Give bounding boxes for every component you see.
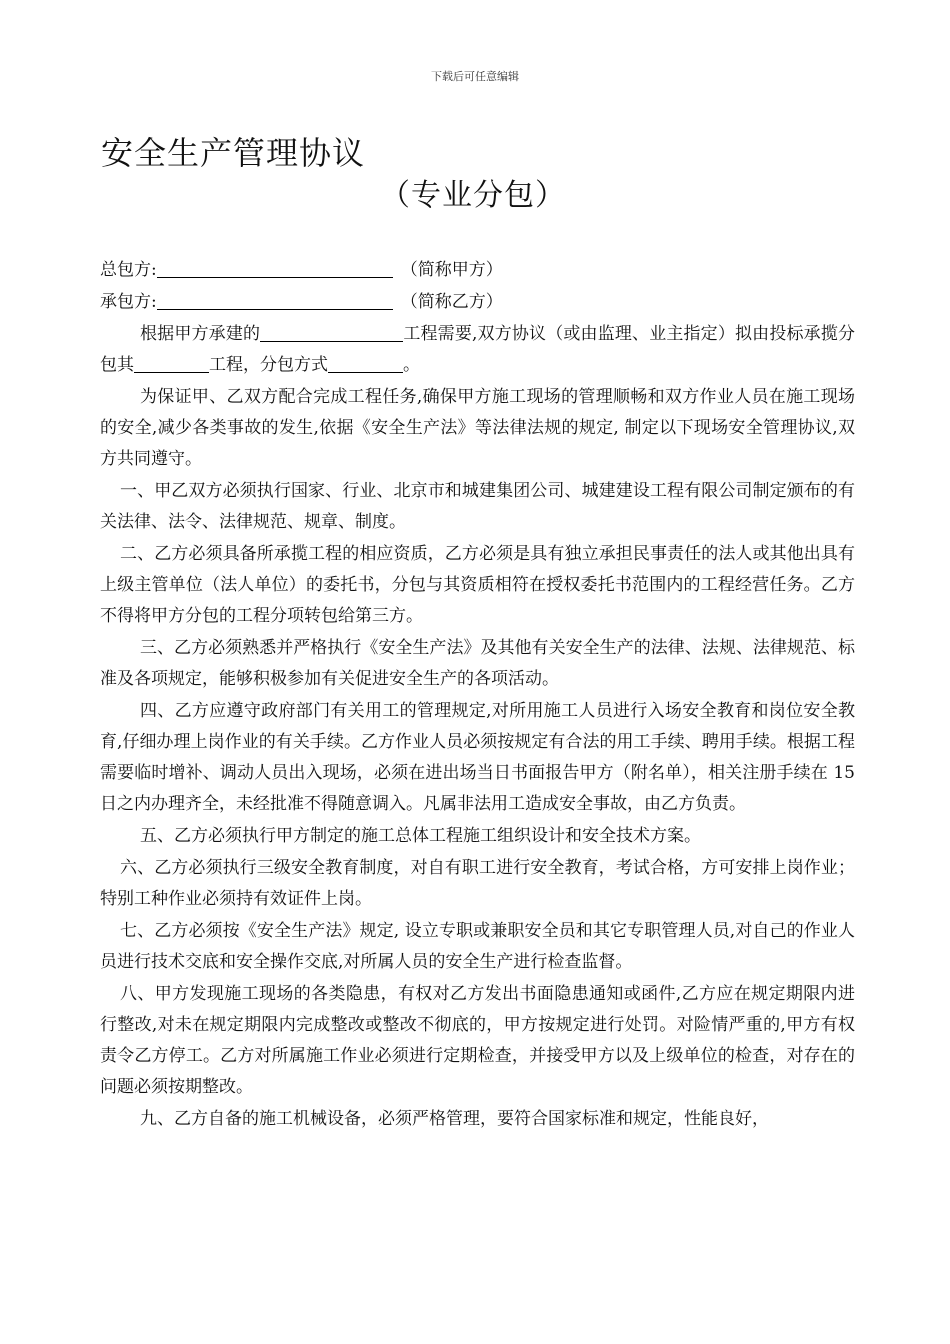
clause-4: 四、乙方应遵守政府部门有关用工的管理规定,对所用施工人员进行入场安全教育和岗位安全教育,仔细办理上岗作业的有关手续。乙方作业人员必须按规定有合法的用工手续、聘用手续。根据工程需要临时增补、调动人员出入现场，必须在进出场当日书面报告甲方（附名单），相关注册手续在 15 日之内办理齐全，未经批准不得随意调入。凡属非法用工造成安全事故，由乙方负责。 bbox=[100, 701, 855, 814]
fill-blank bbox=[328, 352, 403, 373]
clause-2: 二、乙方必须具备所承揽工程的相应资质，乙方必须是具有独立承担民事责任的法人或其他出具有上级主管单位（法人单位）的委托书，分包与其资质相符在授权委托书范围内的工程经营任务。乙方不得将甲方分包的工程分项转包给第三方。 bbox=[100, 544, 855, 626]
clause-1: 一、甲乙双方必须执行国家、行业、北京市和城建集团公司、城建建设工程有限公司制定颁布的有关法律、法令、法律规范、规章、制度。 bbox=[100, 481, 855, 532]
clause-8: 八、甲方发现施工现场的各类隐患，有权对乙方发出书面隐患通知或函件,乙方应在规定期限内进行整改,对未在规定期限内完成整改或整改不彻底的，甲方按规定进行处罚。对险情严重的,甲方有权责令乙方停工。乙方对所属施工作业必须进行定期检查，并接受甲方以及上级单位的检查，对存在的问题必须按期整改。 bbox=[100, 984, 855, 1097]
party-label: 总包方: bbox=[100, 260, 157, 280]
party-abbr: （简称甲方） bbox=[400, 260, 503, 280]
clause-9: 九、乙方自备的施工机械设备，必须严格管理，要符合国家标准和规定，性能良好， bbox=[140, 1109, 769, 1129]
clause-5: 五、乙方必须执行甲方制定的施工总体工程施工组织设计和安全技术方案。 bbox=[140, 826, 701, 846]
intro-text: 工程，分包方式 bbox=[209, 355, 328, 375]
fill-blank bbox=[157, 289, 393, 310]
clause-3: 三、乙方必须熟悉并严格执行《安全生产法》及其他有关安全生产的法律、法规、法律规范、标准及各项规定，能够积极参加有关促进安全生产的各项活动。 bbox=[100, 638, 855, 689]
intro-paragraph bbox=[100, 319, 855, 381]
intro-text: 工程需要,双方协议（或由监理、业主指定）拟由投标承揽分包其 bbox=[100, 324, 856, 375]
purpose-paragraph: 为保证甲、乙双方配合完成工程任务,确保甲方施工现场的管理顺畅和双方作业人员在施工现场的安全,减少各类事故的发生,依据《安全生产法》等法律法规的规定, 制定以下现场安全管理协议,双方共同遵守。 bbox=[100, 387, 855, 469]
party-abbr: （简称乙方） bbox=[400, 292, 503, 312]
intro-text: 根据甲方承建的 bbox=[140, 324, 261, 344]
subcontractor-line bbox=[100, 287, 855, 319]
document-body bbox=[100, 255, 855, 1136]
general-contractor-line bbox=[100, 255, 855, 287]
fill-blank bbox=[134, 352, 209, 373]
intro-text: 。 bbox=[403, 355, 420, 375]
fill-blank bbox=[260, 321, 403, 342]
document-subtitle: （专业分包） bbox=[380, 178, 566, 213]
clause-6: 六、乙方必须执行三级安全教育制度，对自有职工进行安全教育，考试合格，方可安排上岗作业；特别工种作业必须持有效证件上岗。 bbox=[100, 858, 855, 909]
fill-blank bbox=[157, 257, 393, 278]
page-header: 下载后可任意编辑 bbox=[431, 70, 519, 83]
document-title: 安全生产管理协议 bbox=[101, 134, 366, 172]
clause-7: 七、乙方必须按《安全生产法》规定, 设立专职或兼职安全员和其它专职管理人员,对自己的作业人员进行技术交底和安全操作交底,对所属人员的安全生产进行检查监督。 bbox=[100, 921, 855, 972]
party-label: 承包方: bbox=[100, 292, 157, 312]
